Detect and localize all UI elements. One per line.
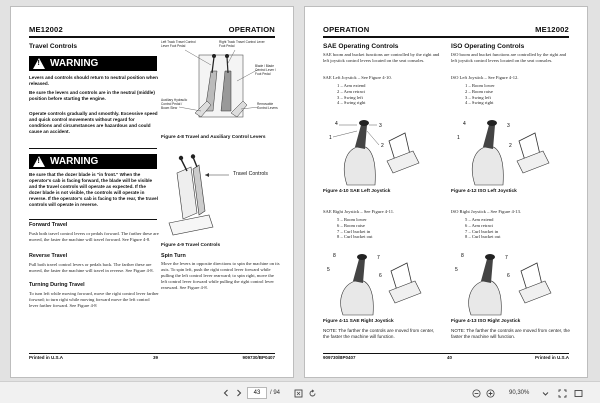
list-item: 8 – Curl bucket out [337, 234, 373, 240]
function-list [337, 217, 372, 240]
figure-travel-controls [163, 153, 277, 239]
footer-doc-id: 909730/BP0407 [323, 355, 356, 360]
list-item: 5 – Arm extend [465, 217, 494, 222]
fullscreen-button[interactable] [572, 387, 584, 399]
page-footer [323, 355, 569, 363]
list-item: 1 – Arm extend [337, 83, 366, 88]
footer-rule [323, 353, 569, 354]
warning-text: Operate controls gradually and smoothly. Excessive speed and quick control movements without regard for conditions and circumstances are hazardous and could cause an accident. [29, 111, 158, 134]
paragraph: Push both travel control levers or pedals forward. The farther these are moved, the faster the machine will travel forward. See Figure 4-8. [29, 231, 159, 243]
warning-text: Levers and controls should return to neutral position when released. [29, 75, 158, 86]
chevron-right-icon [235, 389, 243, 397]
chapter-title: OPERATION [228, 25, 275, 34]
list-item: 4 – Swing right [337, 100, 366, 106]
paragraph: To turn left while moving forward, move the right control lever farther forward; to turn right while moving forward move the left control lever farther forward. See Figure 4-8 [29, 291, 159, 309]
figure-reference: ISO Right Joystick – See Figure 4-13. [451, 209, 522, 214]
joystick-illustration [327, 245, 439, 317]
svg-text:2: 2 [509, 143, 512, 149]
figure-reference: ISO Left Joystick – See Figure 4-12. [451, 75, 519, 80]
svg-text:7: 7 [377, 255, 380, 261]
svg-text:6: 6 [507, 273, 510, 279]
list-item: 4 – Swing right [465, 100, 494, 106]
warning-banner [29, 56, 157, 71]
page-header [29, 25, 275, 36]
list-item: 6 – Arm retract [465, 222, 493, 228]
section-title: ISO Operating Controls [451, 43, 525, 50]
viewer-toolbar [0, 381, 600, 403]
paragraph: Move the levers in opposite directions to spin the machine on its axis. To spin left, push the right control lever forward while pulling the left control lever rearward; to spin right, move the left control lever forward while pulling the right control lever rearward. See Figure 4-8. [161, 261, 280, 291]
figure-reference: SAE Right Joystick – See Figure 4-11. [323, 209, 395, 214]
section-title: SAE Operating Controls [323, 43, 399, 50]
subsection-title: Turning During Travel [29, 282, 85, 288]
divider [29, 148, 157, 149]
function-list [465, 217, 500, 240]
joystick-illustration [455, 245, 569, 317]
svg-text:2: 2 [381, 143, 384, 149]
figure-caption: Figure 4-11 SAE Right Joystick [323, 319, 394, 324]
list-item: 7 – Curl bucket in [337, 228, 371, 234]
callout-travel-controls: Travel Controls [233, 171, 268, 177]
zoom-dropdown[interactable] [540, 387, 550, 399]
next-page-button[interactable] [233, 387, 245, 399]
svg-text:4: 4 [335, 121, 338, 127]
right-page [304, 6, 588, 378]
warning-triangle-icon [33, 156, 45, 167]
page-footer [29, 355, 275, 363]
svg-text:1: 1 [329, 135, 332, 141]
header-rule [323, 36, 569, 38]
rotate-icon [308, 389, 317, 398]
subsection-title: Reverse Travel [29, 253, 68, 259]
travel-levers-illustration [161, 41, 279, 133]
figure-iso-left-joystick [455, 111, 569, 187]
header-rule [29, 36, 275, 38]
svg-text:4: 4 [463, 121, 466, 127]
figure-caption: Figure 4-13 ISO Right Joystick [451, 319, 521, 324]
page-number: 40 [447, 355, 453, 360]
chapter-title: OPERATION [323, 25, 370, 34]
warning-triangle-icon [33, 58, 45, 69]
footer-rule [29, 353, 275, 354]
figure-caption: Figure 4-12 ISO Left Joystick [451, 189, 517, 194]
chevron-left-icon [222, 389, 230, 397]
callout-aux: Auxiliary Hydraulic Control Pedal / Boom Slew [161, 98, 188, 110]
figure-reference: SAE Left Joystick – See Figure 4-10. [323, 75, 392, 80]
warning-banner [29, 154, 157, 169]
warning-text: Be sure the levers and controls are in the neutral (middle) position before starting the engine. [29, 90, 155, 101]
figure-sae-left-joystick [327, 111, 439, 187]
svg-text:1: 1 [457, 135, 460, 141]
svg-text:7: 7 [505, 255, 508, 261]
svg-text:5: 5 [455, 267, 458, 273]
callout-blade: Blade / Blade Control Lever / Foot Pedal [255, 64, 276, 76]
callout-right-pedal: Right Track Travel Control Lever Foot Pedal [219, 40, 265, 48]
callout-removable: Removable Control Levers [257, 102, 278, 110]
list-item: 2 – Arm retract [337, 88, 365, 94]
page-count: / 94 [270, 390, 281, 396]
function-list [465, 83, 495, 106]
fit-page-button[interactable] [292, 387, 304, 399]
svg-text:3: 3 [379, 123, 382, 129]
svg-text:5: 5 [327, 267, 330, 273]
figure-travel-aux-levers [161, 41, 279, 133]
figure-iso-right-joystick [455, 245, 569, 317]
joystick-illustration [455, 111, 569, 187]
warning-label: WARNING [50, 58, 99, 69]
zoom-in-button[interactable] [484, 387, 496, 399]
fit-width-button[interactable] [556, 387, 568, 399]
note: NOTE: The farther the controls are moved from center, the faster the machine will function. [323, 328, 435, 340]
subsection-title: Spin Turn [161, 253, 186, 259]
warning-text: Be sure that the dozer blade is "in front." When the operator's cab is facing forward, the blade will be visible and the travel controls will operate as expected. If the dozer blade is not visible, the controls will operate in reverse. If the operator's cab is facing to the rear, the travel controls will operate in reverse. [29, 172, 158, 207]
plus-icon [486, 389, 495, 398]
page-header [323, 25, 569, 36]
figure-caption: Figure 4-8 Travel and Auxiliary Control Levers [161, 135, 266, 140]
paragraph: Pull both travel control levers or pedals back. The farther these are moved, the faster the machine will travel in reverse. See Figure 4-8. [29, 262, 154, 274]
list-item: 3 – Swing left [337, 94, 363, 100]
zoom-level[interactable]: 90,30% [509, 390, 530, 396]
divider [29, 219, 157, 220]
svg-text:8: 8 [461, 253, 464, 259]
footer-print: Printed in U.S.A [534, 355, 569, 360]
list-item: 1 – Boom lower [465, 83, 495, 88]
section-title: Travel Controls [29, 43, 78, 50]
svg-text:8: 8 [333, 253, 336, 259]
left-page [10, 6, 294, 378]
paragraph: SAE boom and bucket functions are controlled by the right and left joystick control levers located on the seat consoles. [323, 52, 440, 64]
minus-icon [472, 389, 481, 398]
page-number: 39 [153, 355, 159, 360]
expand-icon [558, 389, 567, 398]
chevron-down-icon [542, 390, 549, 397]
joystick-illustration [327, 111, 439, 187]
figure-caption: Figure 4-9 Travel Controls [161, 243, 221, 248]
rotate-button[interactable] [306, 387, 318, 399]
list-item: 5 – Boom lower [337, 217, 367, 222]
paragraph: ISO boom and bucket functions are controlled by the right and left joystick control levers located on the seat consoles. [451, 52, 567, 64]
manual-code: ME12002 [535, 25, 569, 34]
footer-doc-id: 909730/BP0407 [242, 355, 275, 360]
svg-text:6: 6 [379, 273, 382, 279]
list-item: 2 – Boom raise [465, 88, 493, 94]
callout-left-pedal: Left Track Travel Control Lever Foot Pedal [161, 40, 196, 48]
figure-caption: Figure 4-10 SAE Left Joystick [323, 189, 391, 194]
list-item: 6 – Boom raise [337, 222, 365, 228]
warning-label: WARNING [50, 156, 99, 167]
svg-text:3: 3 [507, 123, 510, 129]
prev-page-button[interactable] [220, 387, 232, 399]
page-number-input[interactable]: 43 [247, 387, 267, 399]
fit-page-icon [294, 389, 303, 398]
list-item: 7 – Curl bucket in [465, 228, 499, 234]
travel-controls-illustration [163, 153, 277, 239]
function-list [337, 83, 365, 106]
figure-sae-right-joystick [327, 245, 439, 317]
list-item: 3 – Swing left [465, 94, 491, 100]
manual-code: ME12002 [29, 25, 63, 34]
zoom-out-button[interactable] [470, 387, 482, 399]
footer-print: Printed in U.S.A [29, 355, 64, 360]
fullscreen-icon [574, 389, 583, 398]
list-item: 8 – Curl bucket out [465, 234, 501, 240]
subsection-title: Forward Travel [29, 222, 68, 228]
note: NOTE: The farther the controls are moved from center, the faster the machine will function. [451, 328, 570, 340]
